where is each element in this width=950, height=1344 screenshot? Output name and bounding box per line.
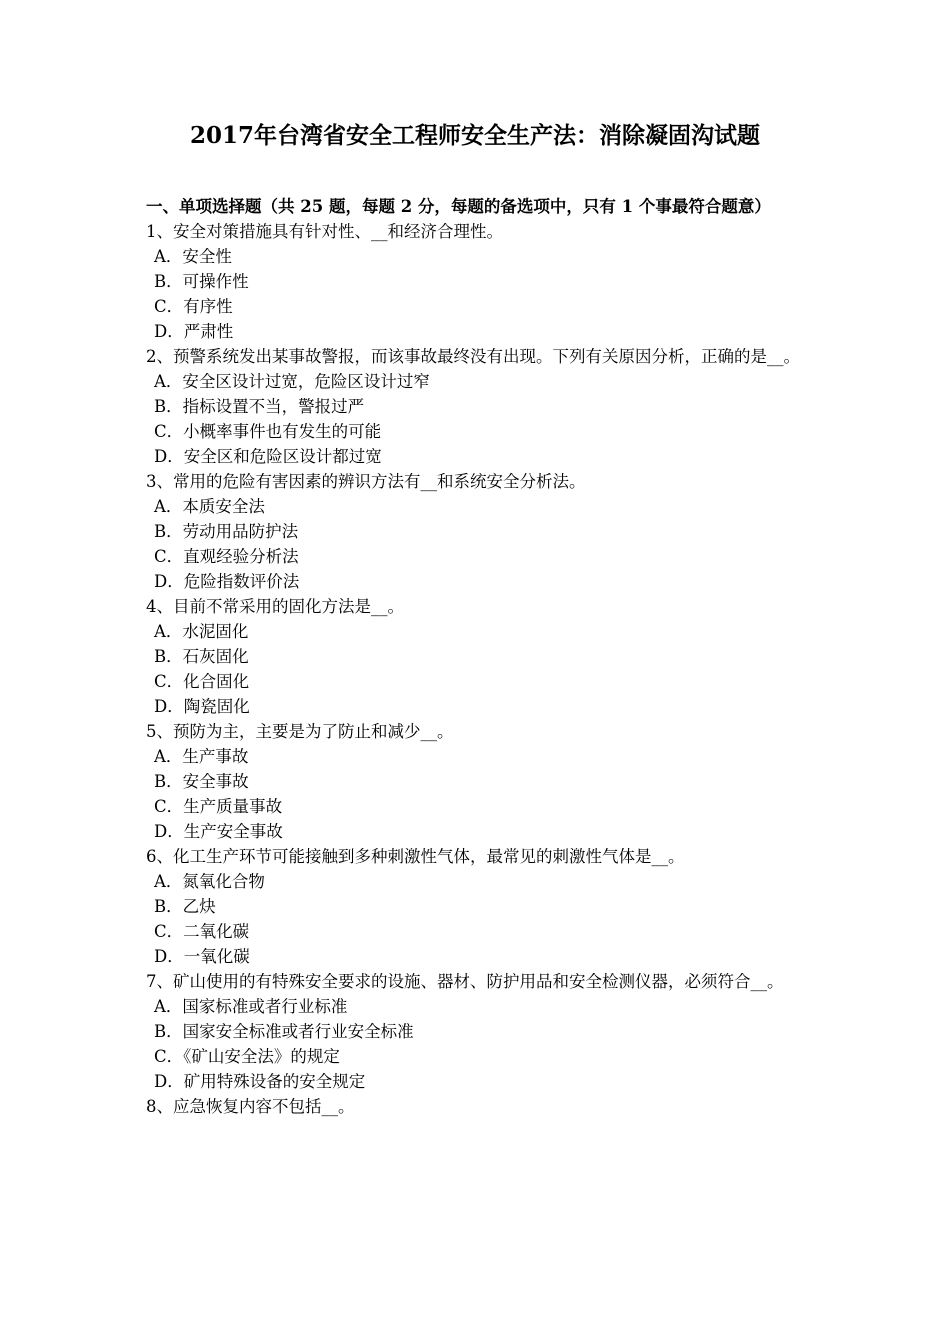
option-b: B．石灰固化 [154,647,249,666]
option-a: A．氮氧化合物 [154,872,265,891]
exam-content [146,194,810,1119]
question-text: 7、矿山使用的有特殊安全要求的设施、器材、防护用品和安全检测仪器，必须符合__。 [146,972,784,991]
document-title: 2017年台湾省安全工程师安全生产法：消除凝固沟试题 [189,122,760,149]
option-c: C．《矿山安全法》的规定 [154,1047,340,1066]
option-c: C．生产质量事故 [154,797,283,816]
question-7 [146,969,810,1094]
option-d: D．安全区和危险区设计都过宽 [154,447,382,466]
option-d: D．陶瓷固化 [154,697,250,716]
option-b: B．安全事故 [154,772,249,791]
question-3 [146,469,810,594]
question-4 [146,594,810,719]
option-d: D．矿用特殊设备的安全规定 [154,1072,366,1091]
option-c: C．小概率事件也有发生的可能 [154,422,382,441]
question-8 [146,1094,810,1119]
question-text: 6、化工生产环节可能接触到多种刺激性气体，最常见的刺激性气体是__。 [146,847,685,866]
option-b: B．国家安全标准或者行业安全标准 [154,1022,414,1041]
option-b: B．劳动用品防护法 [154,522,299,541]
option-b: B．指标设置不当，警报过严 [154,397,365,416]
option-c: C．二氧化碳 [154,922,250,941]
question-6 [146,844,810,969]
option-a: A．安全性 [154,247,232,266]
section-heading: 一、单项选择题（共 25 题，每题 2 分，每题的备选项中，只有 1 个事最符合题意） [146,197,771,216]
option-a: A．安全区设计过宽，危险区设计过窄 [154,372,430,391]
option-c: C．有序性 [154,297,233,316]
question-2 [146,344,810,469]
question-text: 3、常用的危险有害因素的辨识方法有__和系统安全分析法。 [146,472,586,491]
question-text: 5、预防为主，主要是为了防止和减少__。 [146,722,454,741]
option-d: D．生产安全事故 [154,822,283,841]
option-d: D．严肃性 [154,322,234,341]
option-a: A．生产事故 [154,747,249,766]
question-text: 4、目前不常采用的固化方法是__。 [146,597,404,616]
option-a: A．本质安全法 [154,497,265,516]
option-c: C．直观经验分析法 [154,547,299,566]
option-d: D．一氧化碳 [154,947,250,966]
question-text: 8、应急恢复内容不包括__。 [146,1097,355,1116]
question-text: 1、安全对策措施具有针对性、__和经济合理性。 [146,222,503,241]
option-b: B．乙炔 [154,897,216,916]
question-5 [146,719,810,844]
option-c: C．化合固化 [154,672,250,691]
option-b: B．可操作性 [154,272,249,291]
option-a: A．国家标准或者行业标准 [154,997,348,1016]
option-a: A．水泥固化 [154,622,249,641]
option-d: D．危险指数评价法 [154,572,300,591]
question-1 [146,219,810,344]
question-text: 2、预警系统发出某事故警报，而该事故最终没有出现。下列有关原因分析，正确的是__。 [146,347,800,366]
